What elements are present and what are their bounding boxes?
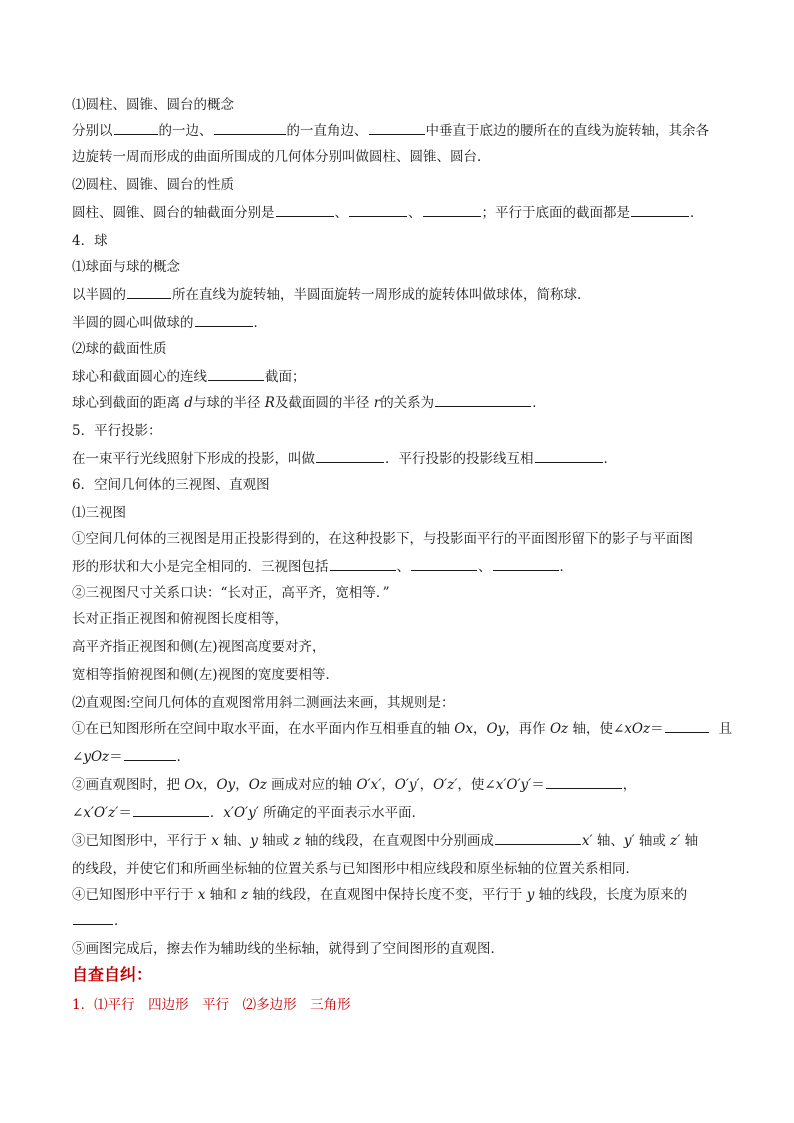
text: ． bbox=[114, 913, 128, 929]
paragraph-line bbox=[72, 204, 732, 222]
answer-blank[interactable] bbox=[423, 204, 481, 217]
text: 所在直线为旋转轴，半圆面旋转一周形成的旋转体叫做球体，简称球． bbox=[172, 287, 591, 303]
text: 轴、 bbox=[218, 833, 251, 849]
answer-blank[interactable] bbox=[208, 368, 264, 381]
math-var: x bbox=[197, 887, 206, 903]
text: ＝ bbox=[109, 749, 123, 765]
paragraph-line bbox=[72, 804, 732, 822]
text: 轴或 bbox=[257, 833, 294, 849]
text: ，再作 bbox=[505, 721, 550, 737]
text: 形的形状和大小是完全相同的．三视图包括 bbox=[72, 559, 329, 575]
text: ， bbox=[381, 777, 395, 793]
answer-blank[interactable] bbox=[349, 204, 407, 217]
section-heading: 6．空间几何体的三视图、直观图 bbox=[72, 477, 270, 493]
paragraph-line: ②三视图尺寸关系口诀：“长对正，高平齐，宽相等．” bbox=[72, 585, 390, 601]
math-var: O′y′ bbox=[394, 777, 420, 793]
text: ， bbox=[622, 777, 637, 793]
paragraph-line bbox=[72, 368, 732, 386]
section-title: ⑵球的截面性质 bbox=[72, 341, 167, 357]
paragraph-line bbox=[72, 394, 732, 412]
text: 分别以 bbox=[72, 123, 113, 139]
text: 与球的半径 bbox=[192, 395, 265, 411]
paragraph-line: 边旋转一周而形成的曲面所围成的几何体分别叫做圆柱、圆锥、圆台． bbox=[72, 149, 491, 165]
text: 轴和 bbox=[205, 887, 242, 903]
answer-blank[interactable] bbox=[493, 558, 559, 571]
math-var: Oz bbox=[248, 777, 267, 793]
section-heading: 5．平行投影： bbox=[72, 423, 162, 439]
paragraph-line: 宽相等指俯视图和侧(左)视图的宽度要相等． bbox=[72, 667, 340, 683]
math-var: z′ bbox=[670, 833, 681, 849]
paragraph-line bbox=[72, 748, 732, 766]
math-var: Ox bbox=[184, 777, 203, 793]
section-heading: 4．球 bbox=[72, 233, 108, 249]
math-var: y bbox=[250, 833, 258, 849]
answer-blank[interactable] bbox=[124, 748, 176, 761]
text: 的一边、 bbox=[158, 123, 213, 139]
math-var: z bbox=[293, 833, 301, 849]
math-var: x′ bbox=[581, 833, 593, 849]
text: 中垂直于底边的腰所在的直线为旋转轴，其余各 bbox=[425, 123, 709, 139]
math-var: r bbox=[373, 395, 381, 411]
paragraph-line bbox=[72, 912, 732, 930]
math-var: y bbox=[526, 887, 535, 903]
answer-blank[interactable] bbox=[631, 204, 689, 217]
text: 半圆的圆心叫做球的 bbox=[72, 315, 194, 331]
text: ．平行投影的投影线互相 bbox=[385, 451, 534, 467]
math-var: Oy bbox=[216, 777, 236, 793]
text: 的关系为 bbox=[380, 395, 435, 411]
text: 、 bbox=[334, 205, 348, 221]
text: ， bbox=[235, 777, 249, 793]
answer-blank[interactable] bbox=[276, 204, 334, 217]
text: ． bbox=[559, 559, 573, 575]
paragraph-line bbox=[72, 776, 732, 794]
text: ＝ bbox=[531, 777, 545, 793]
text: 以半圆的 bbox=[72, 287, 126, 303]
math-var: x′O′y′ bbox=[495, 777, 532, 793]
text: 轴、 bbox=[592, 833, 624, 849]
math-var: xOz bbox=[624, 721, 651, 737]
text: ． bbox=[603, 451, 617, 467]
answer-blank[interactable] bbox=[127, 286, 171, 299]
text: ②画直观图时，把 bbox=[72, 777, 185, 793]
answer-blank[interactable] bbox=[665, 720, 709, 733]
paragraph-line bbox=[72, 450, 732, 468]
math-var: O′z′ bbox=[433, 777, 458, 793]
review-heading: 自查自纠： bbox=[72, 965, 153, 984]
text: 圆柱、圆锥、圆台的轴截面分别是 bbox=[72, 205, 275, 221]
text: 轴的线段，在直观图中保持长度不变，平行于 bbox=[248, 887, 527, 903]
answer-blank[interactable] bbox=[546, 776, 622, 789]
math-var: d bbox=[184, 395, 193, 411]
text: 球心和截面圆心的连线 bbox=[72, 369, 207, 385]
text: ④已知图形中平行于 bbox=[72, 887, 198, 903]
text: ③已知图形中，平行于 bbox=[72, 833, 212, 849]
answer-blank[interactable] bbox=[369, 122, 425, 135]
text: 轴的线段，长度为原来的 bbox=[534, 887, 688, 903]
text: 截面； bbox=[265, 369, 306, 385]
text: ， bbox=[419, 777, 434, 793]
answer-blank[interactable] bbox=[195, 314, 253, 327]
math-var: Ox bbox=[454, 721, 473, 737]
text: ；平行于底面的截面都是 bbox=[481, 205, 630, 221]
paragraph-line bbox=[72, 720, 732, 738]
text: ∠ bbox=[72, 749, 84, 765]
answer-blank[interactable] bbox=[330, 558, 396, 571]
paragraph-line bbox=[72, 832, 732, 850]
text: 、 bbox=[408, 205, 422, 221]
paragraph-line: 高平齐指正视图和侧(左)视图高度要对齐， bbox=[72, 639, 326, 655]
answer-blank[interactable] bbox=[114, 122, 158, 135]
section-title: ⑴圆柱、圆锥、圆台的概念 bbox=[72, 97, 234, 113]
paragraph-line: 长对正指正视图和俯视图长度相等， bbox=[72, 611, 288, 627]
text: 轴或 bbox=[634, 833, 671, 849]
text: ①在已知图形所在空间中取水平面，在水平面内作互相垂直的轴 bbox=[72, 721, 455, 737]
answer-blank[interactable] bbox=[535, 450, 603, 463]
math-var: z bbox=[241, 887, 249, 903]
text: 球心到截面的距离 bbox=[72, 395, 185, 411]
text: 且 bbox=[718, 721, 732, 737]
answer-blank[interactable] bbox=[133, 804, 209, 817]
math-var: Oy bbox=[486, 721, 506, 737]
text: ＝ bbox=[118, 805, 132, 821]
paragraph-line bbox=[72, 122, 732, 140]
paragraph-line bbox=[72, 314, 732, 332]
section-title: ⑵直观图:空间几何体的直观图常用斜二测画法来画，其规则是： bbox=[72, 695, 455, 711]
math-var: R bbox=[264, 395, 275, 411]
paragraph-line bbox=[72, 558, 732, 576]
text: ． bbox=[253, 315, 267, 331]
answer-blank[interactable] bbox=[495, 832, 581, 845]
text: 及截面圆的半径 bbox=[274, 395, 374, 411]
text: ∠ bbox=[72, 805, 84, 821]
math-var: y′ bbox=[623, 833, 635, 849]
text: ． bbox=[176, 749, 191, 765]
math-var: yOz bbox=[83, 749, 110, 765]
answer-blank[interactable] bbox=[214, 122, 286, 135]
answer-blank[interactable] bbox=[411, 558, 477, 571]
text: ． bbox=[532, 395, 546, 411]
text: 轴 bbox=[680, 833, 699, 849]
section-title: ⑴三视图 bbox=[72, 505, 126, 521]
math-var: O′x′ bbox=[356, 777, 382, 793]
answer-blank[interactable] bbox=[435, 394, 531, 407]
text: ． bbox=[209, 805, 224, 821]
paragraph-line bbox=[72, 286, 732, 304]
paragraph-line: ①空间几何体的三视图是用正投影得到的，在这种投影下，与投影面平行的平面图形留下的影子与平面图 bbox=[72, 531, 693, 547]
answer-blank[interactable] bbox=[73, 912, 113, 925]
text: 在一束平行光线照射下形成的投影，叫做 bbox=[72, 451, 315, 467]
text: 、 bbox=[478, 559, 492, 575]
math-var: x′O′z′ bbox=[83, 805, 119, 821]
section-title: ⑴球面与球的概念 bbox=[72, 259, 180, 275]
math-var: x bbox=[211, 833, 219, 849]
text: ． bbox=[690, 205, 704, 221]
math-var: Oz bbox=[549, 721, 569, 737]
paragraph-line bbox=[72, 886, 732, 904]
paragraph-line: 的线段，并使它们和所画坐标轴的位置关系与已知图形中相应线段和原坐标轴的位置关系相同． bbox=[72, 861, 639, 877]
answer-blank[interactable] bbox=[316, 450, 384, 463]
text: 的一直角边、 bbox=[286, 123, 368, 139]
text: 所确定的平面表示水平面． bbox=[258, 805, 426, 821]
text: ＝ bbox=[650, 721, 664, 737]
text: 画成对应的轴 bbox=[266, 777, 357, 793]
text: ，使∠ bbox=[457, 777, 496, 793]
answer-line: 1．⑴平行 四边形 平行 ⑵多边形 三角形 bbox=[72, 997, 351, 1013]
section-title: ⑵圆柱、圆锥、圆台的性质 bbox=[72, 177, 234, 193]
text: 、 bbox=[396, 559, 410, 575]
text: 轴的线段，在直观图中分别画成 bbox=[300, 833, 494, 849]
paragraph-line: ⑤画图完成后，擦去作为辅助线的坐标轴，就得到了空间图形的直观图． bbox=[72, 941, 504, 957]
math-var: x′O′y′ bbox=[223, 805, 259, 821]
text: ， bbox=[472, 721, 487, 737]
text: ， bbox=[202, 777, 217, 793]
text: 轴，使∠ bbox=[568, 721, 625, 737]
